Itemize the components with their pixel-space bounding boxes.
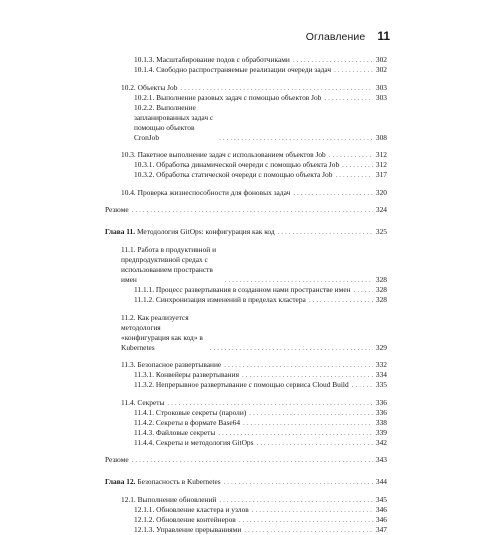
toc-page-number: 339: [375, 427, 387, 437]
toc-page-number: 346: [375, 504, 387, 514]
dot-leader: [224, 477, 373, 487]
toc-entry-label: [121, 150, 326, 160]
toc-entry-label: [134, 55, 290, 65]
toc-entry[interactable]: [105, 160, 387, 170]
toc-page-number: 345: [375, 494, 387, 504]
toc-entry-label: [121, 245, 222, 285]
toc-entry-title: 11.4.3. Файловые секреты: [134, 427, 216, 437]
toc-entry[interactable]: [105, 150, 387, 160]
dot-leader: [293, 188, 373, 198]
toc-entry[interactable]: [105, 505, 387, 515]
toc-entry-title: Безопасность в Kubernetes: [137, 477, 221, 487]
toc-entry[interactable]: [105, 83, 387, 93]
toc-entry[interactable]: [105, 360, 387, 370]
toc-entry-title: 12.1. Выполнение обновлений: [121, 494, 217, 504]
toc-entry[interactable]: [105, 438, 387, 448]
toc-entry[interactable]: [105, 313, 387, 353]
dot-leader: [257, 438, 373, 448]
dot-leader: [219, 133, 373, 143]
dot-leader: [278, 227, 373, 237]
toc-entry-label: [121, 83, 177, 93]
toc-entry-title: 10.2.1. Выполнение разовых задач с помощью объектов Job: [134, 92, 322, 102]
dot-leader: [352, 380, 373, 390]
toc-entry-title: 10.1.4. Свободно распространяемые реализации очереди задач: [134, 65, 332, 74]
toc-entry[interactable]: [105, 170, 387, 180]
toc-entry-title: 11.4.1. Строковые секреты (пароли): [134, 407, 247, 417]
toc-entry-title: 10.2. Объекты Job: [121, 82, 178, 92]
toc-page-number: 334: [375, 370, 387, 380]
dot-leader: [225, 275, 373, 285]
toc-chapter[interactable]: [105, 227, 387, 237]
toc-page-number: 324: [375, 205, 387, 215]
toc-page-number: 317: [375, 170, 387, 180]
toc-page-number: 342: [375, 437, 387, 447]
toc-page-number: 320: [375, 187, 387, 197]
toc-entry[interactable]: [105, 285, 387, 295]
dot-leader: [334, 65, 373, 75]
toc-entry-label: [134, 525, 241, 535]
toc-page-number: 347: [375, 524, 387, 534]
running-header: [306, 29, 390, 43]
toc-page-number: 344: [375, 477, 387, 487]
toc-entry[interactable]: [105, 188, 387, 198]
toc-page-number: 329: [375, 342, 387, 352]
toc-page-number: 308: [375, 132, 387, 142]
toc-entry-label: [134, 505, 249, 515]
toc-entry-label: [134, 93, 321, 103]
toc-page-number: 303: [375, 82, 387, 92]
dot-leader: [244, 525, 373, 535]
dot-leader: [239, 515, 373, 525]
toc-entry-label: [105, 477, 221, 487]
toc-entry-label: [134, 103, 216, 143]
toc-entry-title: 11.4. Секреты: [121, 397, 165, 407]
toc-page-number: 328: [375, 274, 387, 284]
toc-entry[interactable]: [105, 295, 387, 305]
dot-leader: [218, 428, 373, 438]
toc-entry-label: [134, 428, 215, 438]
dot-leader: [242, 370, 373, 380]
dot-leader: [224, 360, 373, 370]
toc-entry-label: [134, 418, 240, 428]
toc-entry-title: 11.1. Работа в продуктивной и предпродуктивной средах с использованием пространств имен: [121, 244, 217, 284]
toc-page-number: 328: [375, 284, 387, 294]
toc-entry-label: [134, 408, 246, 418]
running-header-title: Оглавление: [305, 31, 366, 43]
toc-page-number: 332: [375, 360, 387, 370]
dot-leader: [329, 150, 373, 160]
dot-leader: [324, 93, 373, 103]
toc-entry-label: [134, 285, 351, 295]
toc-page-number: 336: [375, 407, 387, 417]
toc-entry[interactable]: [105, 205, 387, 215]
toc-page-number: 303: [375, 92, 387, 102]
toc-entry-title: Резюме: [105, 455, 129, 465]
toc-entry-title: 10.3.1. Обработка динамической очереди с помощью объекта Job: [134, 160, 340, 170]
dot-leader: [210, 343, 373, 353]
toc-chapter-number: Глава 12.: [105, 477, 136, 487]
toc-entry-title: 11.1.2. Синхронизация изменений в пределах кластера: [134, 294, 306, 304]
toc-entry[interactable]: [105, 525, 387, 535]
toc-entry-label: [105, 205, 129, 215]
toc-entry-label: [121, 360, 221, 370]
toc-entry-label: [105, 227, 275, 237]
toc-page-number: 346: [375, 514, 387, 524]
dot-leader: [249, 408, 373, 418]
toc-entry-title: 11.4.4. Секреты и методология GitOps: [134, 437, 254, 447]
dot-leader: [167, 398, 372, 408]
toc-entry-label: [134, 160, 339, 170]
toc-entry-label: [121, 398, 164, 408]
toc-entry-label: [134, 515, 236, 525]
toc-entry[interactable]: [105, 455, 387, 465]
dot-leader: [132, 205, 373, 215]
toc-chapter-number: Глава 11.: [105, 227, 136, 237]
dot-leader: [132, 455, 373, 465]
toc-entry-title: 11.4.2. Секреты в формате Base64: [134, 417, 241, 427]
toc-entry-title: Резюме: [105, 205, 129, 215]
toc-entry[interactable]: [105, 408, 387, 418]
toc-entry-title: 10.3. Пакетное выполнение задач с использованием объектов Job: [121, 150, 326, 160]
toc-entry-title: 10.1.3. Масштабирование подов с обработчиками: [134, 55, 290, 64]
toc-entry-title: Методология GitOps: конфигурация как код: [136, 227, 275, 237]
toc-entry-label: [134, 65, 331, 75]
toc-entry-title: 10.2.2. Выполнение запланированных задач с помощью объектов CronJob: [134, 102, 214, 142]
toc-entry-title: 12.1.3. Управление прерываниями: [134, 524, 242, 534]
toc-entry[interactable]: [105, 370, 387, 380]
toc-page-number: 302: [375, 55, 387, 64]
toc-entry-title: 11.1.1. Процесс развертывания в созданном нами пространстве имен: [134, 284, 351, 294]
toc-entry[interactable]: [105, 515, 387, 525]
toc-entry-title: 11.3.2. Непрерывное развертывание с помощью сервиса Cloud Build: [134, 380, 349, 390]
toc-entry[interactable]: [105, 398, 387, 408]
toc-entry[interactable]: [105, 428, 387, 438]
toc-entry-label: [134, 380, 349, 390]
toc-entry-title: 12.1.1. Обновление кластера и узлов: [134, 504, 249, 514]
page-number: 11: [377, 29, 390, 43]
table-of-contents: [105, 55, 387, 535]
toc-entry[interactable]: [105, 93, 387, 103]
dot-leader: [354, 285, 373, 295]
dot-leader: [342, 160, 373, 170]
toc-page-number: 343: [375, 455, 387, 465]
dot-leader: [293, 55, 373, 65]
toc-entry-label: [134, 370, 239, 380]
toc-entry-title: 10.4. Проверка жизнеспособности для фоновых задач: [121, 187, 291, 197]
dot-leader: [309, 295, 373, 305]
toc-page-number: 335: [375, 380, 387, 390]
dot-leader: [252, 505, 373, 515]
toc-entry-title: 10.3.2. Обработка статической очереди с помощью объекта Job: [134, 170, 333, 180]
toc-entry[interactable]: [105, 103, 387, 143]
toc-page-number: 336: [375, 397, 387, 407]
toc-page-number: 338: [375, 417, 387, 427]
toc-entry-title: 11.3.1. Конвейеры развертывания: [134, 370, 239, 380]
toc-page-number: 312: [375, 160, 387, 170]
toc-entry-label: [105, 455, 129, 465]
toc-entry[interactable]: [105, 245, 387, 285]
toc-entry[interactable]: [105, 55, 387, 65]
toc-entry[interactable]: [105, 65, 387, 75]
toc-chapter[interactable]: [105, 477, 387, 487]
dot-leader: [243, 418, 373, 428]
toc-entry-label: [121, 313, 207, 353]
toc-page-number: 328: [375, 294, 387, 304]
toc-entry-label: [121, 188, 290, 198]
dot-leader: [335, 170, 372, 180]
toc-entry-title: 11.3. Безопасное развертывание: [121, 360, 222, 370]
toc-entry-title: 11.2. Как реализуется методология «конфигурация как код» в Kubernetes: [121, 312, 203, 352]
dot-leader: [180, 83, 372, 93]
toc-page-number: 325: [375, 227, 387, 237]
toc-entry-title: 12.1.2. Обновление контейнеров: [134, 514, 236, 524]
toc-entry[interactable]: [105, 380, 387, 390]
toc-entry[interactable]: [105, 418, 387, 428]
toc-entry-label: [134, 295, 306, 305]
toc-page-number: 302: [375, 65, 387, 74]
toc-entry-label: [134, 438, 254, 448]
toc-page-number: 312: [375, 150, 387, 160]
toc-entry-label: [134, 170, 332, 180]
